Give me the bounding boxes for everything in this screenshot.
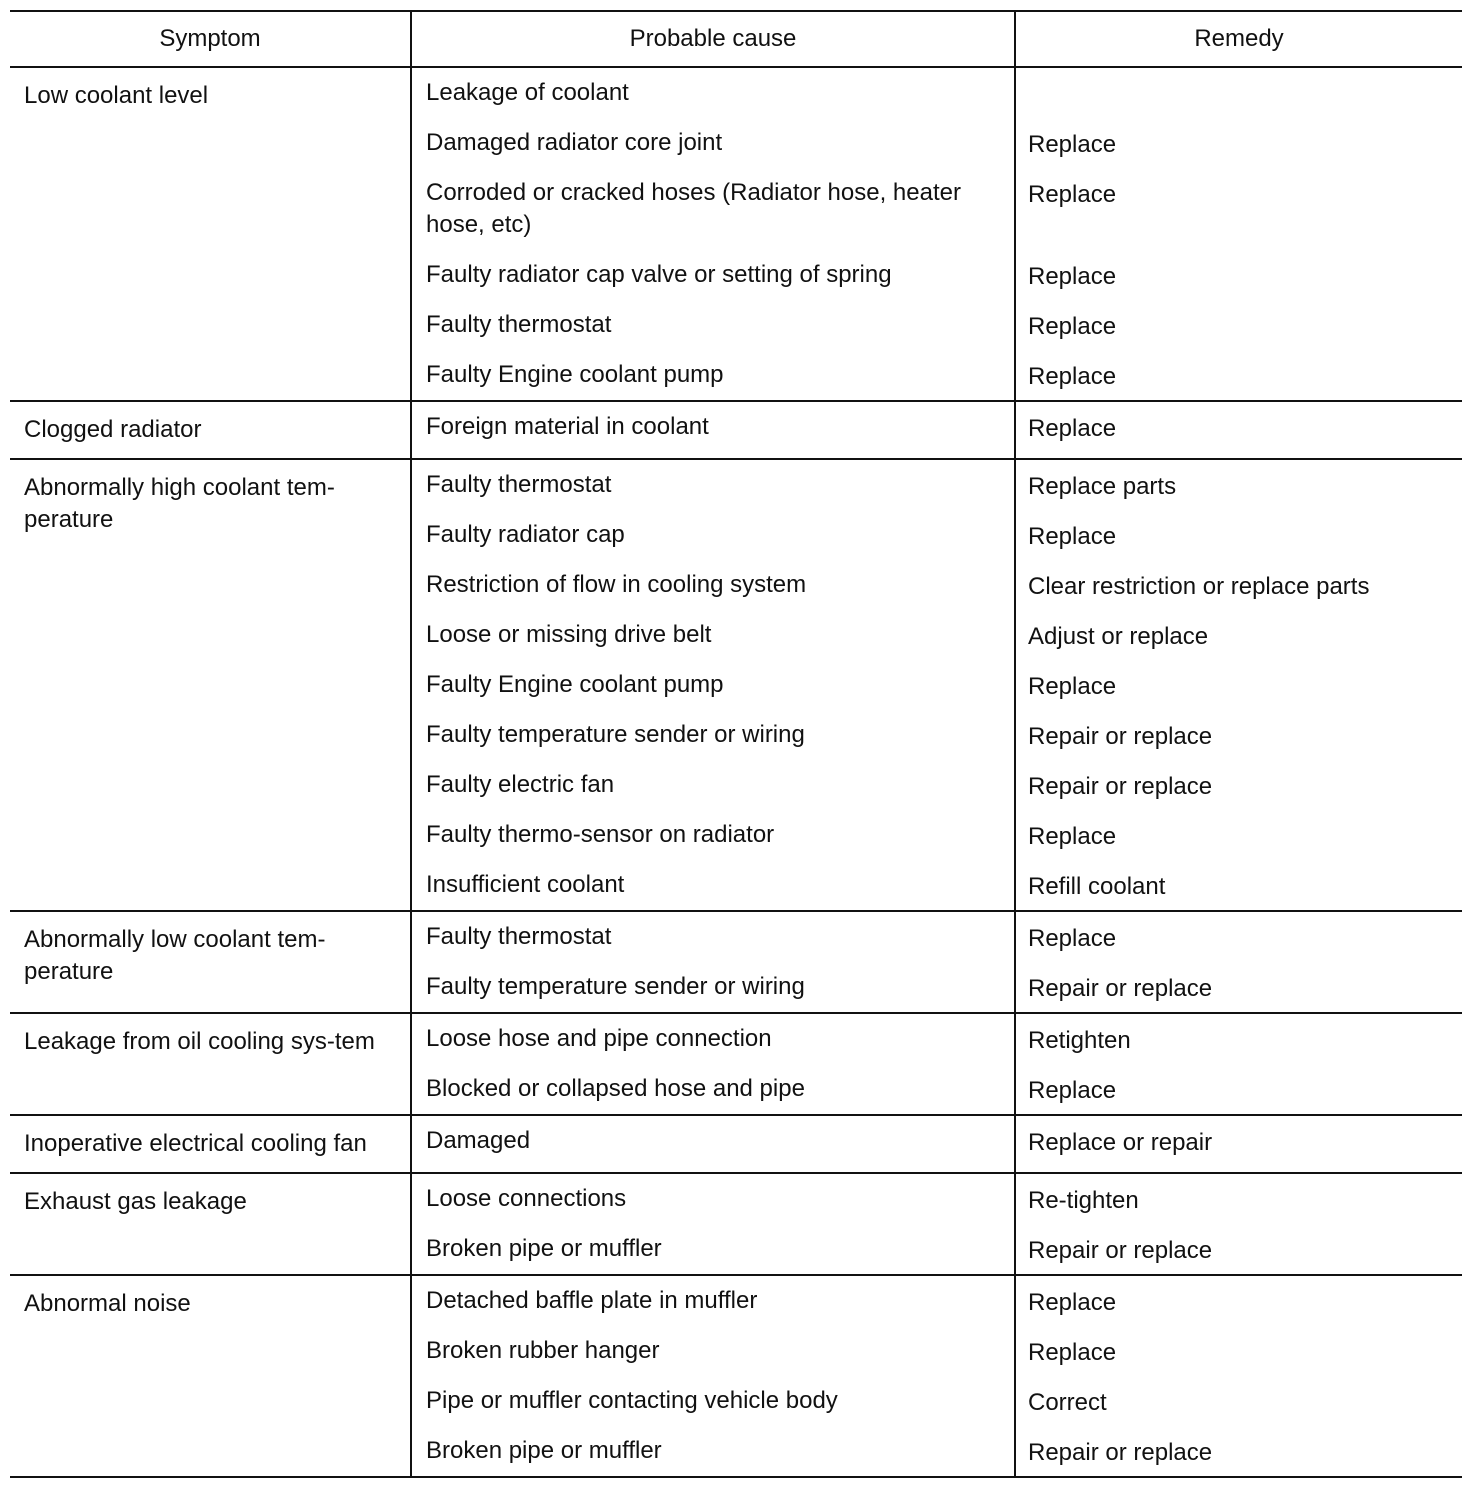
cause-cell: Faulty thermostat bbox=[426, 471, 612, 498]
cause-cell: Insufficient coolant bbox=[426, 871, 625, 898]
cause-cell: Damaged radiator core joint bbox=[426, 129, 723, 156]
symptom-group bbox=[10, 402, 1462, 460]
table-row bbox=[10, 560, 1462, 610]
remedy-cell: Repair or replace bbox=[1028, 1237, 1213, 1264]
remedy-cell: Repair or replace bbox=[1028, 723, 1213, 750]
symptom-cell: Inoperative electrical cooling fan bbox=[24, 1130, 367, 1157]
remedy-cell: Replace bbox=[1028, 673, 1117, 700]
table-row bbox=[10, 1276, 1462, 1326]
remedy-cell: Retighten bbox=[1028, 1027, 1131, 1054]
table-row bbox=[10, 510, 1462, 560]
remedy-cell: Replace bbox=[1028, 131, 1117, 158]
cause-cell: Loose hose and pipe connection bbox=[426, 1025, 772, 1052]
symptom-group bbox=[10, 1174, 1462, 1276]
cause-cell: Faulty thermostat bbox=[426, 311, 612, 338]
remedy-cell: Replace bbox=[1028, 1339, 1117, 1366]
cause-cell: Broken pipe or muffler bbox=[426, 1437, 662, 1464]
cause-cell: Foreign material in coolant bbox=[426, 413, 709, 440]
remedy-cell: Replace bbox=[1028, 181, 1117, 208]
symptom-cell: Clogged radiator bbox=[24, 416, 202, 443]
remedy-cell: Replace bbox=[1028, 1077, 1117, 1104]
table-row bbox=[10, 1426, 1462, 1476]
remedy-cell: Replace bbox=[1028, 523, 1117, 550]
remedy-cell: Repair or replace bbox=[1028, 773, 1213, 800]
table-row bbox=[10, 350, 1462, 400]
remedy-cell: Repair or replace bbox=[1028, 1439, 1213, 1466]
cause-cell: Detached baffle plate in muffler bbox=[426, 1287, 758, 1314]
table-row bbox=[10, 1064, 1462, 1114]
table-row bbox=[10, 710, 1462, 760]
symptom-group bbox=[10, 460, 1462, 912]
remedy-cell: Replace bbox=[1028, 1289, 1117, 1316]
symptom-group bbox=[10, 1014, 1462, 1116]
cause-cell: Broken pipe or muffler bbox=[426, 1235, 662, 1262]
header-remedy: Remedy bbox=[1194, 25, 1284, 52]
table-row bbox=[10, 1174, 1462, 1224]
table-row bbox=[10, 660, 1462, 710]
cause-cell: Faulty Engine coolant pump bbox=[426, 671, 724, 698]
cause-cell: Broken rubber hanger bbox=[426, 1337, 660, 1364]
remedy-cell: Refill coolant bbox=[1028, 873, 1166, 900]
symptom-group bbox=[10, 68, 1462, 402]
remedy-cell bbox=[1028, 68, 1448, 118]
remedy-cell: Replace or repair bbox=[1028, 1129, 1213, 1156]
table-row bbox=[10, 810, 1462, 860]
table-row bbox=[10, 402, 1462, 452]
table-row bbox=[10, 610, 1462, 660]
header-probable-cause: Probable cause bbox=[629, 25, 797, 52]
remedy-cell: Clear restriction or replace parts bbox=[1028, 573, 1370, 600]
table-row bbox=[10, 1116, 1462, 1166]
symptom-group bbox=[10, 1276, 1462, 1478]
remedy-cell: Replace bbox=[1028, 823, 1117, 850]
header-symptom: Symptom bbox=[159, 25, 261, 52]
cause-cell: Loose connections bbox=[426, 1185, 627, 1212]
symptom-cell: Exhaust gas leakage bbox=[24, 1188, 247, 1215]
remedy-cell: Correct bbox=[1028, 1389, 1107, 1416]
table-row bbox=[10, 168, 1462, 250]
cause-cell: Faulty radiator cap bbox=[426, 521, 625, 548]
cause-cell: Faulty thermo-sensor on radiator bbox=[426, 821, 775, 848]
cause-cell: Damaged bbox=[426, 1127, 531, 1154]
table-row bbox=[10, 460, 1462, 510]
remedy-cell: Replace bbox=[1028, 415, 1117, 442]
cause-cell: Restriction of flow in cooling system bbox=[426, 571, 807, 598]
cause-cell: Loose or missing drive belt bbox=[426, 621, 712, 648]
remedy-cell: Replace parts bbox=[1028, 473, 1177, 500]
cause-cell: Faulty electric fan bbox=[426, 771, 615, 798]
remedy-cell: Replace bbox=[1028, 363, 1117, 390]
table-row bbox=[10, 1014, 1462, 1064]
table-row bbox=[10, 1224, 1462, 1274]
table-row bbox=[10, 118, 1462, 168]
cause-cell: Faulty temperature sender or wiring bbox=[426, 973, 805, 1000]
cause-cell: Faulty thermostat bbox=[426, 923, 612, 950]
table-body bbox=[10, 68, 1462, 1478]
table-row bbox=[10, 1326, 1462, 1376]
table-row bbox=[10, 962, 1462, 1012]
symptom-cell: Abnormal noise bbox=[24, 1290, 191, 1317]
symptom-cell: Abnormally low coolant tem-perature bbox=[24, 926, 326, 985]
remedy-cell: Repair or replace bbox=[1028, 975, 1213, 1002]
cause-cell: Faulty temperature sender or wiring bbox=[426, 721, 805, 748]
symptom-cell: Abnormally high coolant tem-perature bbox=[24, 474, 335, 533]
symptom-group bbox=[10, 1116, 1462, 1174]
cause-cell: Faulty radiator cap valve or setting of spring bbox=[426, 261, 892, 288]
table-row bbox=[10, 300, 1462, 350]
symptom-cell: Leakage from oil cooling sys-tem bbox=[24, 1028, 375, 1055]
remedy-cell: Replace bbox=[1028, 263, 1117, 290]
remedy-cell: Re-tighten bbox=[1028, 1187, 1139, 1214]
remedy-cell: Adjust or replace bbox=[1028, 623, 1209, 650]
table-row bbox=[10, 760, 1462, 810]
remedy-cell: Replace bbox=[1028, 925, 1117, 952]
cause-cell: Pipe or muffler contacting vehicle body bbox=[426, 1387, 838, 1414]
symptom-cell: Low coolant level bbox=[24, 82, 209, 109]
cause-cell: Faulty Engine coolant pump bbox=[426, 361, 724, 388]
symptom-group bbox=[10, 912, 1462, 1014]
table-header bbox=[10, 10, 1462, 68]
cause-cell: Leakage of coolant bbox=[426, 79, 629, 106]
table-row bbox=[10, 68, 1462, 118]
table-row bbox=[10, 912, 1462, 962]
table-row bbox=[10, 1376, 1462, 1426]
remedy-cell: Replace bbox=[1028, 313, 1117, 340]
cause-cell: Blocked or collapsed hose and pipe bbox=[426, 1075, 805, 1102]
table-row bbox=[10, 860, 1462, 910]
troubleshooting-table bbox=[10, 10, 1462, 1478]
table-row bbox=[10, 250, 1462, 300]
cause-cell: Corroded or cracked hoses (Radiator hose, heater hose, etc) bbox=[426, 179, 961, 238]
